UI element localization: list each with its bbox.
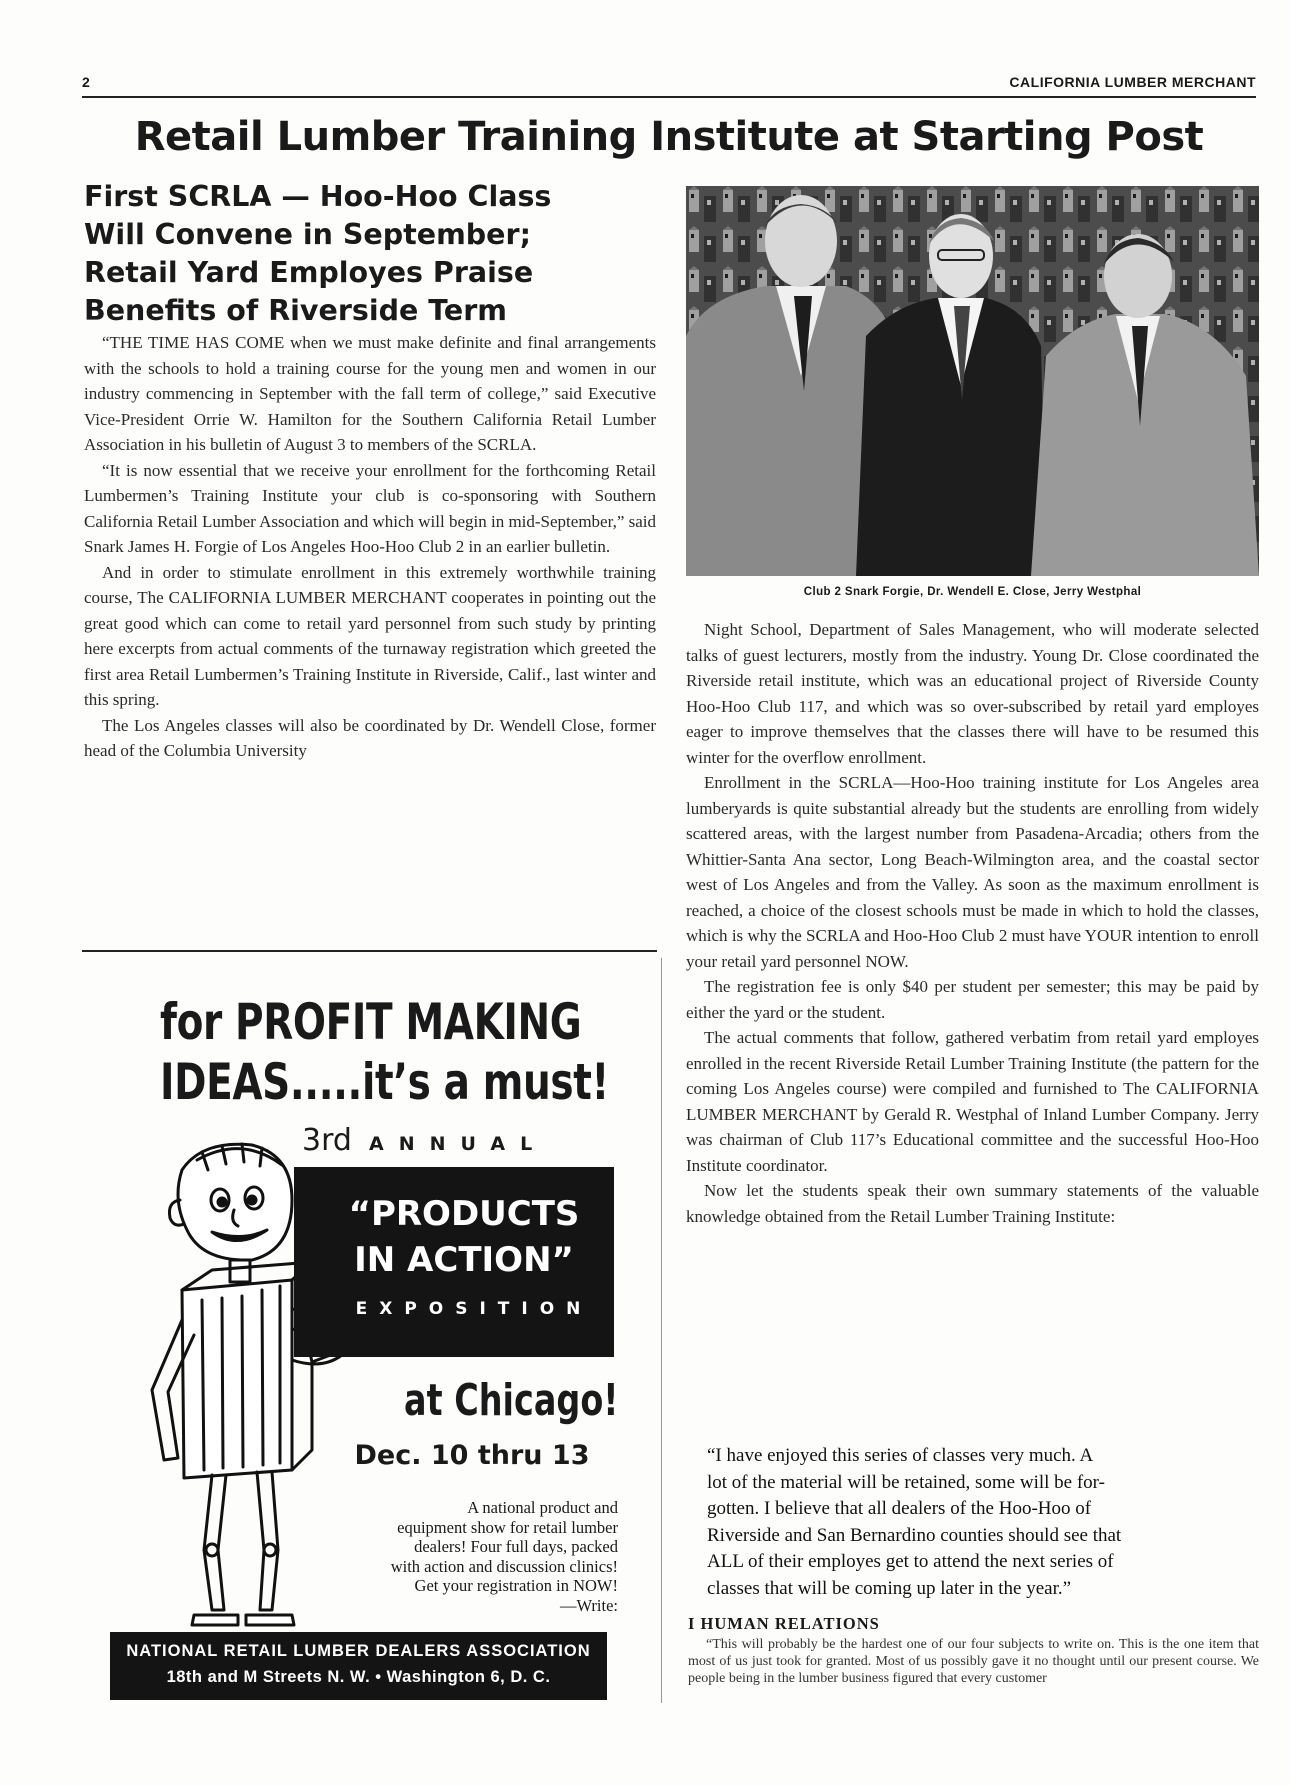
student-quote [707, 1443, 1240, 1602]
quote-line: “I have enjoyed this series of classes very much. A [707, 1445, 1094, 1466]
ad-body-line: —Write: [560, 1595, 618, 1615]
expo-label: EXPOSITION [355, 1299, 593, 1319]
quote-line: classes that will be coming up later in the year.” [707, 1577, 1072, 1599]
body-paragraph: “THE TIME HAS COME when we must make definite and final arrangements with the schools to hold a training course for the young men and women in our industry commencing in September with the fall term of college,” said Executive Vice-President Orrie W. Hamilton for the Southern California Retail Lumber Association in his bulletin of August 3 to members of the SCRLA. [84, 333, 656, 454]
body-paragraph: The registration fee is only $40 per student per semester; this may be paid by either the yard or the student. [686, 977, 1259, 1022]
body-paragraph: Enrollment in the SCRLA—Hoo-Hoo training institute for Los Angeles area lumberyards is quite substantial already but the students are enrolling from widely scattered areas, with the largest number from Pasadena-Arcadia; others from the Whittier-Santa Ana sector, Long Beach-Wilmington area, and the coastal sector west of Los Angeles and from the Valley. As soon as the maximum enrollment is reached, a choice of the closest schools must be made in which to hold the classes, which is why the SCRLA and Hoo-Hoo Club 2 must have YOUR intention to enroll your retail yard personnel NOW. [686, 773, 1259, 971]
ad-body-line: A national product and [467, 1498, 618, 1517]
body-paragraph: And in order to stimulate enrollment in this extremely worthwhile training course, The CALIFORNIA LUMBER MERCHANT cooperates in pointing out the great good which can come to retail yard personnel from such study by printing here excerpts from actual comments of the turnaway registration which greeted the first area Retail Lumbermen’s Training Institute in Riverside, Calif., last winter and this spring. [84, 562, 656, 709]
photo-illustration [686, 186, 1259, 576]
quote-line: Riverside and San Bernardino counties should see that [707, 1524, 1122, 1546]
ad-dates: Dec. 10 thru 13 [354, 1440, 590, 1471]
expo-title-line-1: “PRODUCTS [348, 1194, 580, 1234]
body-paragraph: The actual comments that follow, gathered verbatim from retail yard employes enrolled in the recent Riverside Retail Lumber Training Institute (the pattern for the coming Los Angeles course) were compiled and furnished to The CALIFORNIA LUMBER MERCHANT by Gerald R. Westphal of Inland Lumber Company. Jerry was chairman of Club 117’s Educational committee and the successful Hoo-Hoo Institute coordinator. [686, 1028, 1259, 1175]
ad-body-line: dealers! Four full days, packed [414, 1537, 618, 1556]
subhead-line: Will Convene in September; [84, 218, 531, 251]
ad-location: at Chicago! [404, 1375, 619, 1426]
subhead-line: Benefits of Riverside Term [84, 294, 508, 327]
article-headline: Retail Lumber Training Institute at Starting Post [134, 114, 1204, 160]
group-photo [686, 186, 1259, 576]
ad-body-text [330, 1498, 618, 1615]
quote-line: lot of the material will be retained, some will be for- [707, 1471, 1105, 1493]
body-paragraph: Now let the students speak their own summary statements of the valuable knowledge obtained from the Retail Lumber Training Institute: [686, 1181, 1259, 1226]
ad-annual-word: ANNUAL [369, 1133, 548, 1155]
expo-title-line-2: IN ACTION” [354, 1240, 574, 1280]
ad-body-line: with action and discussion clinics! [390, 1556, 618, 1576]
body-paragraph: “It is now essential that we receive your enrollment for the forthcoming Retail Lumbermen’s Training Institute your club is co-sponsoring with Southern California Retail Lumber Association and which will begin in mid-September,” said Snark James H. Forgie of Los Angeles Hoo-Hoo Club 2 in an earlier bulletin. [84, 460, 656, 556]
sponsor-address: 18th and M Streets N. W. • Washington 6, D. C. [166, 1668, 551, 1686]
ad-ordinal: 3rd [302, 1123, 352, 1158]
ad-body-line: Get your registration in NOW! [414, 1576, 618, 1595]
exposition-advertisement [82, 960, 657, 1705]
exposition-title-box [294, 1167, 614, 1357]
body-paragraph: Night School, Department of Sales Management, who will moderate selected talks of guest lecturers, mostly from the industry. Young Dr. Close coordinated the Riverside retail institute, which was an educational project of Riverside County Hoo-Hoo Club 117, and which was so over-subscribed by retail yard employes eager to improve themselves that the classes there will have to be resumed this winter for the overflow enrollment. [686, 620, 1259, 767]
section-body [688, 1637, 1259, 1687]
quote-line: gotten. I believe that all dealers of the Hoo-Hoo of [707, 1498, 1092, 1519]
expo-title-line [314, 1191, 614, 1283]
page-number: 2 [82, 74, 91, 90]
quote-line: ALL of their employes get to attend the next series of [707, 1551, 1114, 1572]
article-left-column [84, 330, 656, 764]
sponsor-name: NATIONAL RETAIL LUMBER DEALERS ASSOCIATION [126, 1642, 591, 1660]
ad-headline [160, 992, 609, 1112]
publication-title: CALIFORNIA LUMBER MERCHANT [1009, 74, 1256, 90]
ad-headline-line: for PROFIT MAKING [160, 993, 582, 1051]
article-subhead [84, 178, 664, 330]
header-rule [82, 96, 1256, 98]
ad-sponsor-bar [110, 1632, 607, 1700]
section-paragraph: “This will probably be the hardest one of our four subjects to write on. This is the one item that most of us just took for granted. Most of us possibly gave it no thought until our present course. We people being in the lumber business figured that every customer [688, 1637, 1259, 1686]
ad-body-line: equipment show for retail lumber [397, 1517, 618, 1537]
body-paragraph: The Los Angeles classes will also be coordinated by Dr. Wendell Close, former head of the Columbia University [84, 715, 656, 760]
photo-caption: Club 2 Snark Forgie, Dr. Wendell E. Close, Jerry Westphal [803, 586, 1142, 598]
column-divider [661, 958, 662, 1703]
subhead-line: First SCRLA — Hoo-Hoo Class [84, 180, 552, 213]
subhead-line: Retail Yard Employes Praise [84, 256, 534, 289]
ad-top-rule [82, 950, 657, 952]
article-right-column [686, 617, 1259, 1229]
ad-headline-line: IDEAS.....it’s a must! [160, 1053, 609, 1111]
section-heading: I HUMAN RELATIONS [688, 1614, 880, 1633]
